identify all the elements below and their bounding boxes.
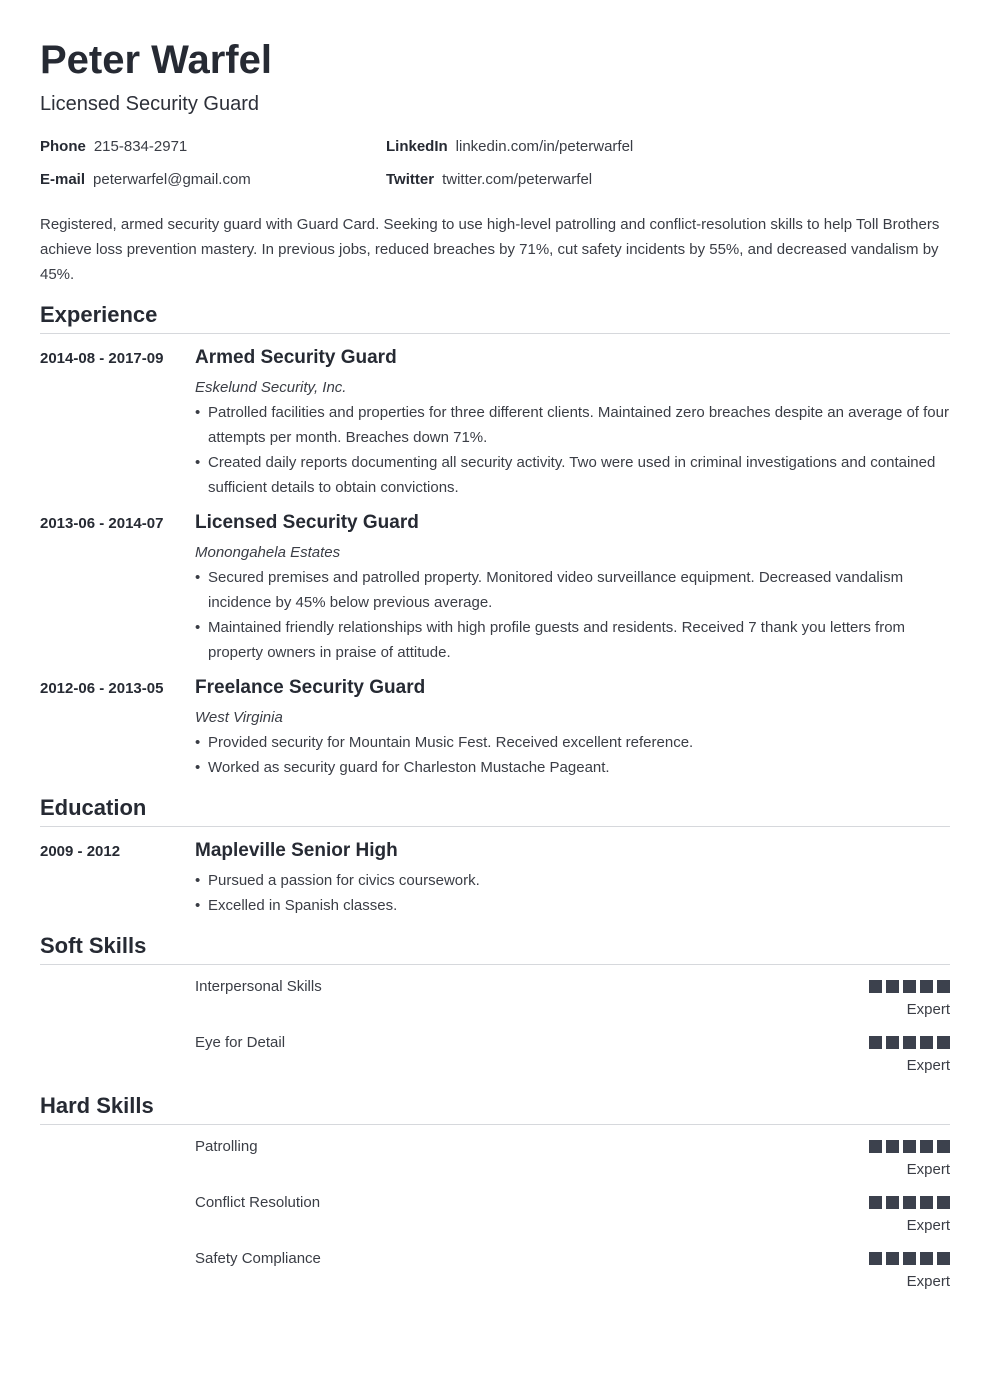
experience-bullets	[195, 730, 955, 780]
skill-name: Safety Compliance	[195, 1250, 321, 1267]
linkedin-label: LinkedIn	[386, 138, 448, 155]
experience-role: Freelance Security Guard	[195, 677, 426, 698]
phone-label: Phone	[40, 138, 86, 155]
rating-square	[937, 1140, 950, 1153]
rating-square	[937, 980, 950, 993]
rating-square	[937, 1036, 950, 1049]
contact-email	[40, 170, 251, 190]
experience-bullet: • Secured premises and patrolled property. Monitored video surveillance equipment. Decreased vandalism incidence by 45% below previous average.	[195, 565, 955, 615]
phone-value: 215-834-2971	[93, 138, 188, 155]
rating-square	[886, 1196, 899, 1209]
contact-linkedin	[386, 137, 633, 157]
rating-square	[886, 980, 899, 993]
rating-square	[903, 1196, 916, 1209]
skill-name: Interpersonal Skills	[195, 978, 322, 995]
hard-skills-heading: Hard Skills	[40, 1092, 950, 1125]
rating-square	[869, 1140, 882, 1153]
candidate-name: Peter Warfel	[40, 38, 272, 82]
skill-level: Expert	[906, 1217, 950, 1234]
candidate-title: Licensed Security Guard	[40, 93, 260, 115]
experience-heading: Experience	[40, 301, 950, 334]
education-bullet: • Excelled in Spanish classes.	[195, 893, 955, 918]
experience-company: Monongahela Estates	[195, 544, 341, 561]
email-label: E-mail	[40, 171, 86, 188]
twitter-label: Twitter	[386, 171, 435, 188]
skill-rating	[869, 1140, 950, 1153]
experience-role: Licensed Security Guard	[195, 512, 419, 533]
rating-square	[903, 1036, 916, 1049]
rating-square	[886, 1252, 899, 1265]
skill-rating	[869, 1252, 950, 1265]
skill-name: Eye for Detail	[195, 1034, 286, 1051]
education-school: Mapleville Senior High	[195, 840, 398, 861]
rating-square	[903, 1140, 916, 1153]
rating-square	[937, 1196, 950, 1209]
experience-bullet: • Provided security for Mountain Music Fest. Received excellent reference.	[195, 730, 955, 755]
rating-square	[869, 1252, 882, 1265]
skill-rating	[869, 1036, 950, 1049]
skill-level: Expert	[906, 1161, 950, 1178]
skill-name: Conflict Resolution	[195, 1194, 321, 1211]
education-bullet: • Pursued a passion for civics coursework.	[195, 868, 955, 893]
skill-level: Expert	[906, 1001, 950, 1018]
skill-level: Expert	[906, 1057, 950, 1074]
rating-square	[886, 1036, 899, 1049]
skill-rating	[869, 1196, 950, 1209]
experience-company: West Virginia	[195, 709, 283, 726]
rating-square	[869, 1036, 882, 1049]
soft-skills-heading: Soft Skills	[40, 932, 950, 965]
skill-level: Expert	[906, 1273, 950, 1290]
experience-bullets	[195, 565, 955, 665]
contact-twitter	[386, 170, 592, 190]
rating-square	[920, 1036, 933, 1049]
rating-square	[920, 1140, 933, 1153]
experience-company: Eskelund Security, Inc.	[195, 379, 347, 396]
rating-square	[886, 1140, 899, 1153]
skill-name: Patrolling	[195, 1138, 258, 1155]
summary-paragraph: Registered, armed security guard with Guard Card. Seeking to use high-level patrolling and conflict-resolution skills to help Toll Brothers achieve loss prevention mastery. In previous jobs, reduced breaches by 71%, cut safety incidents by 55%, and decreased vandalism by 45%.	[40, 216, 940, 283]
experience-bullet: • Maintained friendly relationships with high profile guests and residents. Received 7 thank you letters from property owners in praise of attitude.	[195, 615, 955, 665]
education-bullets	[195, 868, 955, 918]
rating-square	[903, 1252, 916, 1265]
email-value[interactable]: peterwarfel@gmail.com	[93, 171, 251, 188]
experience-bullet: • Created daily reports documenting all security activity. Two were used in criminal investigations and contained sufficient details to obtain convictions.	[195, 450, 955, 500]
rating-square	[920, 1252, 933, 1265]
experience-dates: 2012-06 - 2013-05	[40, 680, 164, 697]
experience-dates: 2014-08 - 2017-09	[40, 350, 164, 367]
rating-square	[937, 1252, 950, 1265]
rating-square	[903, 980, 916, 993]
experience-dates: 2013-06 - 2014-07	[40, 515, 164, 532]
skill-rating	[869, 980, 950, 993]
education-heading: Education	[40, 794, 950, 827]
contact-phone	[40, 137, 187, 157]
experience-role: Armed Security Guard	[195, 347, 397, 368]
rating-square	[920, 980, 933, 993]
experience-bullet: • Worked as security guard for Charleston Mustache Pageant.	[195, 755, 955, 780]
experience-bullets	[195, 400, 955, 500]
rating-square	[869, 980, 882, 993]
twitter-value[interactable]: twitter.com/peterwarfel	[442, 171, 593, 188]
linkedin-value[interactable]: linkedin.com/in/peterwarfel	[455, 138, 634, 155]
education-dates: 2009 - 2012	[40, 843, 121, 860]
rating-square	[920, 1196, 933, 1209]
rating-square	[869, 1196, 882, 1209]
experience-bullet: • Patrolled facilities and properties for three different clients. Maintained zero breaches despite an average of four attempts per month. Breaches down 71%.	[195, 400, 955, 450]
